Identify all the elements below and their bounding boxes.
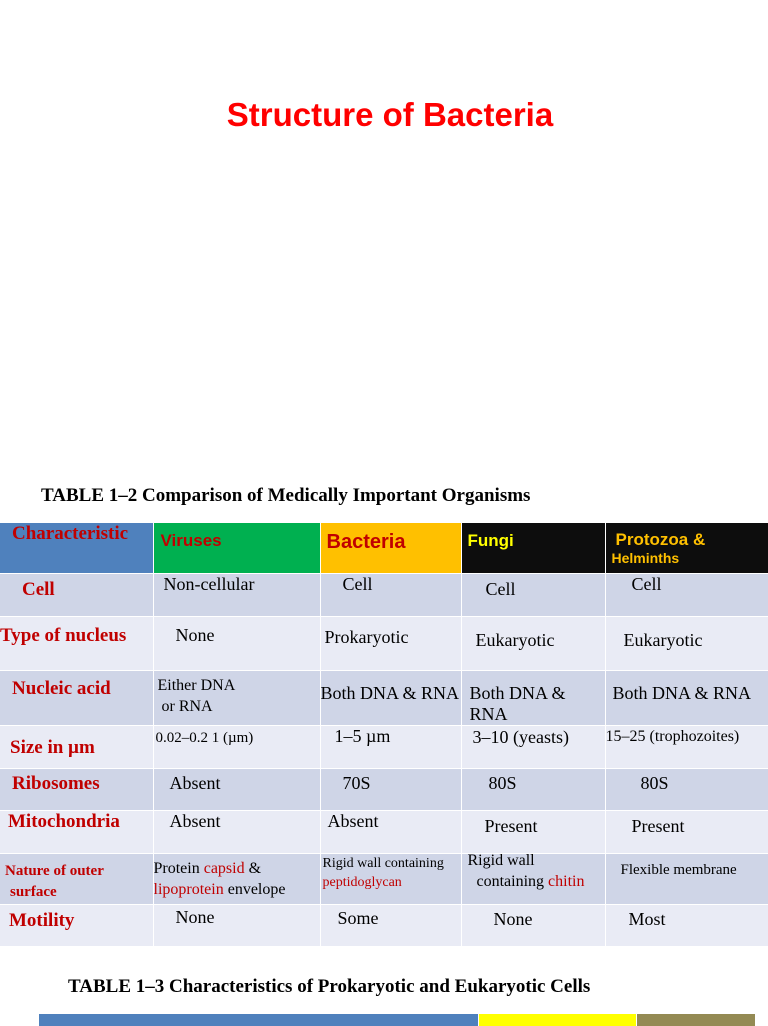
cell-bacteria	[320, 810, 461, 853]
cell-bacteria	[320, 768, 461, 810]
table-row	[0, 616, 768, 670]
row-label: Size in µm	[10, 736, 95, 758]
row-label: Motility	[9, 909, 75, 931]
cell-bacteria	[320, 904, 461, 946]
cell-fungi	[461, 670, 605, 725]
capsid-term: capsid	[203, 859, 245, 877]
header-label-sub: Helminths	[611, 550, 680, 566]
header-eukaryotic	[637, 1014, 755, 1026]
header-characteristic	[39, 1014, 478, 1026]
cell-text: Protein	[153, 859, 204, 877]
organism-comparison-table	[0, 523, 768, 947]
header-label: Bacteria	[326, 531, 406, 553]
cell-protozoa	[605, 670, 768, 725]
header-prokaryotic	[479, 1014, 636, 1026]
cell-characteristics-table-header	[39, 1014, 749, 1026]
cell-text: Cell	[631, 573, 662, 594]
cell-viruses	[153, 725, 320, 768]
cell-text: 3–10 (yeasts)	[472, 726, 569, 747]
cell-bacteria	[320, 725, 461, 768]
header-label: Fungi	[467, 531, 514, 550]
cell-line	[154, 858, 320, 879]
cell-bacteria	[320, 670, 461, 725]
row-label: Ribosomes	[12, 772, 100, 794]
cell-text: Non-cellular	[163, 573, 255, 594]
header-characteristic	[0, 523, 153, 573]
cell-text: Either DNA	[157, 676, 236, 694]
cell-bacteria	[320, 573, 461, 616]
table-row	[0, 768, 768, 810]
table-caption: TABLE 1–3 Characteristics of Prokaryotic and Eukaryotic Cells	[68, 976, 591, 997]
header-protozoa	[605, 523, 768, 573]
cell-fungi	[461, 853, 605, 904]
cell-text: Flexible membrane	[620, 861, 737, 878]
cell-text: 1–5 µm	[334, 725, 391, 746]
cell-text: Absent	[327, 810, 379, 831]
cell-text: 15–25 (trophozoites)	[605, 727, 740, 745]
header-fungi	[461, 523, 605, 573]
row-label-cell	[0, 573, 153, 616]
cell-text: None	[175, 906, 215, 927]
header-bacteria	[320, 523, 461, 573]
cell-text: Eukaryotic	[475, 629, 555, 650]
row-label-mitochondria	[0, 810, 153, 853]
header-viruses	[153, 523, 320, 573]
table-row	[0, 904, 768, 946]
cell-bacteria	[320, 853, 461, 904]
cell-text: envelope	[223, 880, 286, 898]
row-label: Type of nucleus	[0, 624, 127, 646]
cell-text: Both DNA & RNA	[320, 682, 460, 703]
row-label-nucleic	[0, 670, 153, 725]
cell-protozoa	[605, 768, 768, 810]
cell-text: Present	[631, 815, 685, 836]
cell-line	[468, 871, 605, 892]
cell-viruses	[153, 768, 320, 810]
chitin-term: chitin	[548, 872, 585, 890]
cell-fungi	[461, 725, 605, 768]
cell-text: Some	[337, 907, 379, 928]
cell-fungi	[461, 810, 605, 853]
cell-fungi	[461, 768, 605, 810]
cell-text: 80S	[640, 772, 669, 793]
row-label-motility	[0, 904, 153, 946]
cell-text: Absent	[169, 810, 221, 831]
cell-text: 0.02–0.2 1 (µm)	[155, 729, 254, 746]
cell-text: Rigid wall	[467, 853, 535, 869]
cell-text: None	[175, 624, 215, 645]
header-label: Viruses	[160, 531, 222, 550]
cell-text: Cell	[485, 578, 516, 599]
cell-bacteria	[320, 616, 461, 670]
table-header-row	[0, 523, 768, 573]
cell-text: Rigid wall containing	[322, 855, 444, 871]
row-label-size	[0, 725, 153, 768]
row-label: Nucleic acid	[12, 677, 111, 699]
cell-fungi	[461, 904, 605, 946]
cell-text: Absent	[169, 772, 221, 793]
cell-fungi	[461, 573, 605, 616]
cell-text: None	[493, 908, 533, 929]
cell-protozoa	[605, 853, 768, 904]
table-row	[0, 573, 768, 616]
cell-protozoa	[605, 904, 768, 946]
header-label: Protozoa &	[615, 530, 706, 549]
cell-text: 80S	[488, 772, 517, 793]
cell-text: Present	[484, 815, 538, 836]
table-row	[0, 670, 768, 725]
slide-title: Structure of Bacteria	[226, 96, 554, 133]
cell-line	[154, 879, 320, 900]
row-label: Mitochondria	[8, 810, 120, 832]
row-label: surface	[10, 883, 57, 900]
cell-text: or RNA	[161, 697, 213, 715]
row-label-outer-surface	[0, 853, 153, 904]
table-row	[0, 810, 768, 853]
cell-viruses	[153, 853, 320, 904]
cell-viruses	[153, 904, 320, 946]
cell-text: Both DNA & RNA	[469, 682, 566, 724]
cell-protozoa	[605, 725, 768, 768]
cell-viruses	[153, 616, 320, 670]
table-row	[0, 725, 768, 768]
cell-text: 70S	[342, 772, 371, 793]
cell-protozoa	[605, 616, 768, 670]
row-label: Cell	[22, 578, 55, 600]
row-label-nucleus	[0, 616, 153, 670]
cell-text: Eukaryotic	[623, 629, 703, 650]
cell-text: &	[244, 859, 262, 877]
cell-protozoa	[605, 810, 768, 853]
cell-text: Prokaryotic	[324, 626, 409, 647]
row-label-ribosomes	[0, 768, 153, 810]
table-row	[0, 853, 768, 904]
lipoprotein-term: lipoprotein	[153, 880, 224, 898]
cell-text: Both DNA & RNA	[612, 682, 752, 703]
cell-text: Cell	[342, 573, 373, 594]
cell-text: containing	[476, 872, 549, 890]
table-caption: TABLE 1–2 Comparison of Medically Important Organisms	[41, 485, 531, 506]
header-label: Characteristic	[12, 523, 129, 544]
peptidoglycan-term: peptidoglycan	[322, 874, 402, 890]
cell-fungi	[461, 616, 605, 670]
cell-viruses	[153, 573, 320, 616]
cell-viruses	[153, 670, 320, 725]
cell-text: Most	[628, 908, 666, 929]
cell-protozoa	[605, 573, 768, 616]
row-label: Nature of outer	[5, 862, 104, 879]
cell-viruses	[153, 810, 320, 853]
